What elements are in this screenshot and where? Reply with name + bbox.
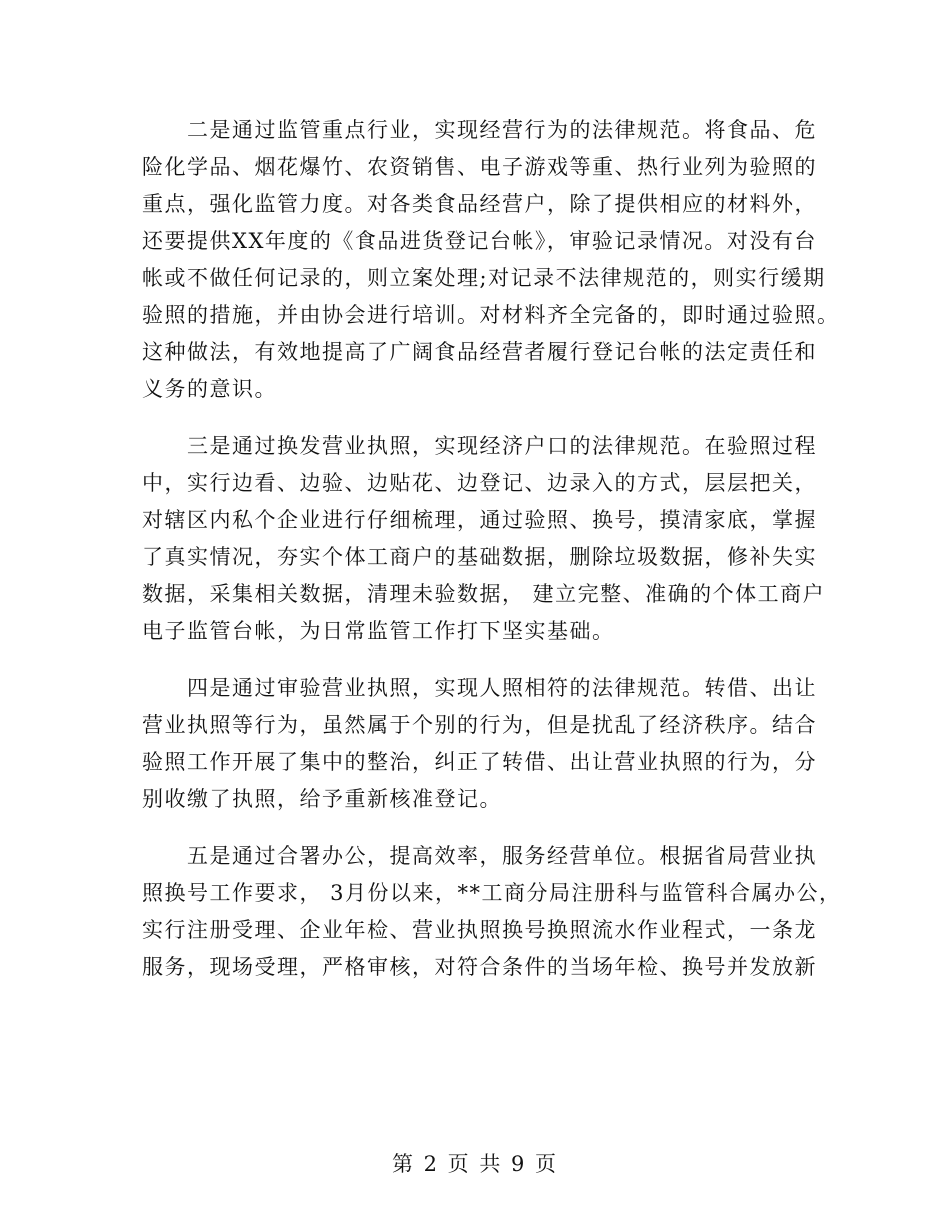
text-line: 三是通过换发营业执照，实现经济户口的法律规范。在验照过程 — [187, 434, 817, 458]
text-line: 中，实行边看、边验、边贴花、边登记、边录入的方式，层层把关， — [142, 471, 817, 495]
text-line: 数据，采集相关数据，清理未验数据， 建立完整、准确的个体工商户 — [142, 582, 826, 606]
text-line: 了真实情况，夯实个体工商户的基础数据，删除垃圾数据，修补失实 — [142, 545, 817, 569]
text-line: 营业执照等行为，虽然属于个别的行为，但是扰乱了经济秩序。结合 — [142, 713, 817, 737]
paragraph-5 — [142, 838, 842, 986]
text-line: 险化学品、烟花爆竹、农资销售、电子游戏等重、热行业列为验照的 — [142, 155, 817, 179]
text-line: 还要提供XX年度的《食品进货登记台帐》，审验记录情况。对没有台 — [142, 229, 817, 253]
text-line: 服务，现场受理，严格审核，对符合条件的当场年检、换号并发放新 — [142, 955, 817, 979]
text-line: 别收缴了执照，给予重新核准登记。 — [142, 787, 502, 811]
document-body — [142, 112, 842, 1006]
text-line: 验照的措施，并由协会进行培训。对材料齐全完备的，即时通过验照。 — [142, 303, 840, 327]
paragraph-3 — [142, 428, 826, 650]
text-line: 帐或不做任何记录的，则立案处理;对记录不法律规范的，则实行缓期 — [142, 266, 826, 290]
text-line: 重点，强化监管力度。对各类食品经营户，除了提供相应的材料外， — [142, 192, 817, 216]
text-line: 这种做法，有效地提高了广阔食品经营者履行登记台帐的法定责任和 — [142, 340, 817, 364]
text-line: 二是通过监管重点行业，实现经营行为的法律规范。将食品、危 — [187, 118, 817, 142]
text-line: 实行注册受理、企业年检、营业执照换号换照流水作业程式，一条龙 — [142, 918, 817, 942]
text-line: 照换号工作要求， 3月份以来，**工商分局注册科与监管科合属办公， — [142, 881, 842, 905]
text-line: 四是通过审验营业执照，实现人照相符的法律规范。转借、出让 — [187, 676, 817, 700]
text-line: 义务的意识。 — [142, 377, 277, 401]
text-line: 对辖区内私个企业进行仔细梳理，通过验照、换号，摸清家底，掌握 — [142, 508, 817, 532]
text-line: 验照工作开展了集中的整治，纠正了转借、出让营业执照的行为，分 — [142, 750, 817, 774]
text-line: 五是通过合署办公，提高效率，服务经营单位。根据省局营业执 — [187, 844, 817, 868]
paragraph-4 — [142, 670, 817, 818]
paragraph-2 — [142, 112, 840, 408]
page-number-footer: 第 2 页 共 9 页 — [391, 1152, 559, 1176]
text-line: 电子监管台帐，为日常监管工作打下坚实基础。 — [142, 619, 615, 643]
